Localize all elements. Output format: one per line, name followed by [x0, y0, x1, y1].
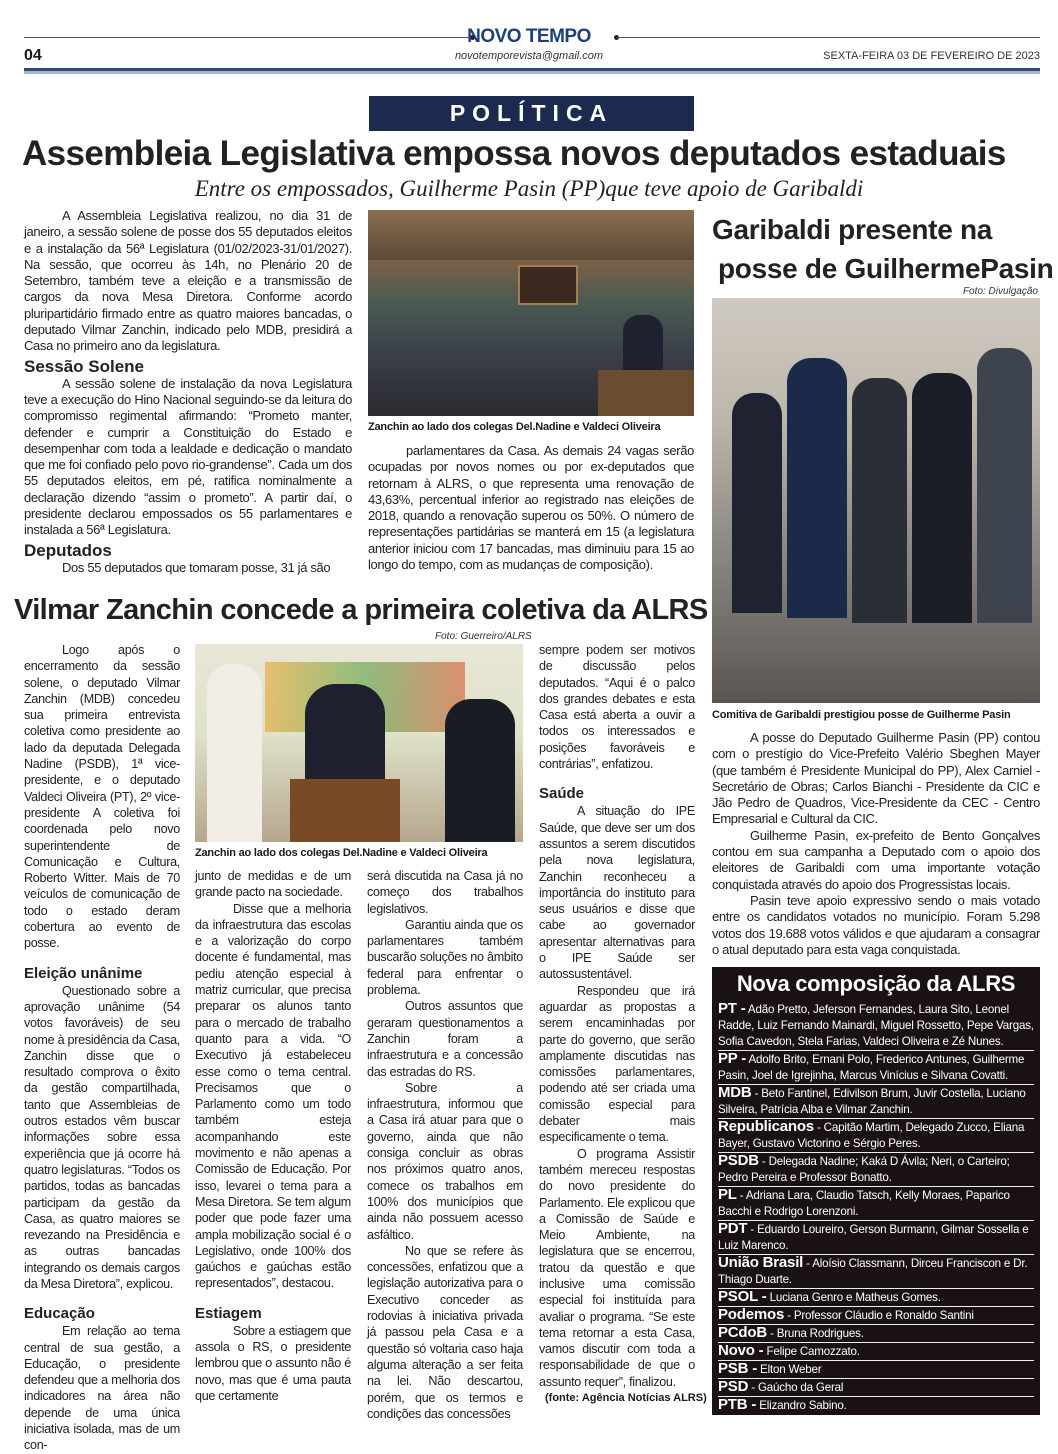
party-entry: [718, 1397, 1034, 1414]
alrs-composition-box: [712, 967, 1040, 1415]
party-members: - Eduardo Loureiro, Gerson Burmann, Gilmar Sossella e Luiz Marenco.: [718, 1223, 1029, 1252]
paragraph: junto de medidas e de um grande pacto na sociedade.: [195, 869, 351, 900]
party-members: Adão Pretto, Jeferson Fernandes, Laura Sito, Leonel Radde, Luiz Fernando Mainardi, Miguel Rossetto, Pepe Vargas, Sofia Cavedon, Stela Farias, Valdeci Oliveira e Zé Nunes.: [718, 1003, 1034, 1048]
main-subheadline: Entre os empossados, Guilherme Pasin (PP)que teve apoio de Garibaldi: [194, 176, 864, 201]
paragraph: Pasin teve apoio expressivo sendo o mais votado entre os candidatos votados no município. Foram 5.298 votos dos 19.688 votos válidos e que ajudaram a consagrar o atual deputado para esta vaga conquistada.: [712, 892, 1040, 957]
paragraph: Outros assuntos que geraram questionamentos a Zanchin foram a infraestrutura e a concessão das estradas do RS.: [367, 999, 523, 1079]
paragraph: A situação do IPE Saúde, que deve ser um dos assuntos a serem discutidos pela nova legislatura, Zanchin reconheceu a importância do instituto para seus usuários e disse que cabe ao governador apresentar alternativas para o IPE Saúde ser autossustentável.: [539, 804, 695, 982]
party-name: União Brasil: [718, 1254, 804, 1271]
party-members: - Aloísio Classmann, Dirceu Franciscon e Dr. Thiago Duarte.: [718, 1257, 1028, 1286]
composition-box-title: Nova composição da ALRS: [736, 971, 1016, 996]
garibaldi-headline-line-1: Garibaldi presente na: [712, 214, 993, 245]
party-name: Novo -: [718, 1342, 764, 1359]
paragraph: No que se refere às concessões, enfatizou que a legislação autorizativa para o Executivo conceder as rodovias à iniciativa privada já passou pela Casa e a questão só voltaria caso haja alguma alteração a ser feita na lei. Não descartou, porém, que os termos e condições das concessões: [367, 1243, 523, 1421]
party-entry: [718, 1119, 1034, 1153]
party-members: - Adriana Lara, Claudio Tatsch, Kelly Moraes, Paparico Bacchi e Rodrigo Lorenzoni.: [718, 1189, 1010, 1218]
party-name: PSDB: [718, 1152, 759, 1169]
subheading: Deputados: [24, 540, 112, 560]
party-name: PT -: [718, 1000, 746, 1017]
news-source: (fonte: Agência Notícias ALRS): [545, 1392, 707, 1404]
zanchin-photo-caption: Zanchin ao lado dos colegas Del.Nadine e Valdeci Oliveira: [195, 847, 488, 859]
main-story-column-2: [368, 443, 694, 579]
subheading: Saúde: [539, 785, 585, 803]
party-entry: [718, 1289, 1034, 1307]
party-entry: [718, 1001, 1034, 1051]
paragraph: Disse que a melhoria da infraestrutura das escolas e a valorização do corpo docente é fundamental, mas pediu atenção especial à matriz curricular, que precisa preparar os alunos tanto para o mercado de trabalho quanto para a vida. “O Executivo já estabeleceu esse como o tema central. Precisamos que o Parlamento como um todo também esteja acompanhando este movimento e não apenas a Comissão de Educação. Por isso, levarei o tema para a Mesa Diretora. Se tem algum poder que pode fazer uma ampla mobilização social é o Legislativo, onde 100% dos gaúchos e gaúchas estão representados”, destacou.: [195, 901, 351, 1291]
party-entry: [718, 1361, 1034, 1379]
main-photo-caption: Zanchin ao lado dos colegas Del.Nadine e Valdeci Oliveira: [368, 421, 661, 433]
paragraph: parlamentares da Casa. As demais 24 vagas serão ocupadas por novos nomes ou por ex-deputados que retornam à ALRS, o que representa uma renovação de 43,63%, percentual inferior ao registrado nas eleições de 2018, quando a renovação superou os 50%. O número de representações partidárias se manterá em 15 (a legislatura anterior iniciou com 17 bancadas, mas diminuiu para 15 ao longo do tempo, com as mudanças de composição).: [368, 443, 694, 573]
party-entry: [718, 1379, 1034, 1397]
zanchin-column-2: [195, 868, 351, 1410]
zanchin-column-1: [24, 642, 180, 1453]
party-members: - Gaúcho da Geral: [748, 1381, 844, 1394]
party-members: Felipe Camozzato.: [763, 1345, 860, 1358]
party-members: - Delegada Nadine; Kaká D Ávila; Neri, o Carteiro; Pedro Pereira e Professor Bonatto.: [718, 1155, 1010, 1184]
zanchin-column-4: [539, 642, 695, 1389]
paragraph: Garantiu ainda que os parlamentares também buscarão soluções no âmbito federal para enfrentar o problema.: [367, 917, 523, 998]
subheading: Estiagem: [195, 1304, 262, 1322]
party-entry: [718, 1051, 1034, 1085]
subheading: Eleição unânime: [24, 964, 143, 982]
party-name: MDB: [718, 1084, 752, 1101]
party-members: Elizandro Sabino.: [756, 1399, 847, 1412]
party-name: PL: [718, 1186, 737, 1203]
party-entry: [718, 1343, 1034, 1361]
party-entry: [718, 1325, 1034, 1343]
paragraph: A Assembleia Legislativa realizou, no dia 31 de janeiro, a sessão solene de posse dos 55 deputados eleitos e a instalação da 56ª Legislatura (01/02/2023-31/01/2027). Na sessão, que ocorreu às 14h, no Plenário 20 de Setembro, também teve a eleição e a transmissão de cargos da nova Mesa Diretora. Conforme acordo pluripartidário firmado entre as quatro maiores bancadas, o deputado Vilmar Zanchin, indicado pelo MDB, presidirá a Casa no primeiro ano da legislatura.: [24, 208, 352, 354]
party-members: - Bruna Rodrigues.: [767, 1327, 864, 1340]
party-members: - Capitão Martim, Delegado Zucco, Eliana Bayer, Gustavo Victorino e Sérgio Peres.: [718, 1121, 1025, 1150]
party-name: PCdoB: [718, 1324, 767, 1341]
press-conference-photo: [195, 644, 523, 842]
paragraph: Questionado sobre a aprovação unânime (54 votos favoráveis) de seu nome à presidência da Casa, Zanchin disse que o resultado comprova o êxito da gestão compartilhada, tanto que Assembleias de outros estados vêm buscar informações sobre essa experiência que já ocorre há quatro legislaturas. “Todos os partidos, todas as bancadas participam da gestão da Casa, as quatro maiores se revezando na Presidência e as outras bancadas integrando os demais cargos da Mesa Diretora”, explicou.: [24, 983, 180, 1291]
party-members: Adolfo Brito, Ernani Polo, Frederico Antunes, Guilherme Pasin, Joel de Igrejinha, Marcus Vinícius e Silvana Covatti.: [718, 1053, 1025, 1082]
contact-email[interactable]: novotemporevista@gmail.com: [454, 50, 604, 62]
zanchin-column-3: [367, 868, 523, 1421]
page-number: 04: [24, 47, 42, 64]
plenary-session-photo: [368, 210, 694, 416]
section-label: POLÍTICA: [369, 96, 694, 131]
garibaldi-photo-credit: Foto: Divulgação: [962, 286, 1038, 297]
party-name: PTB -: [718, 1396, 757, 1413]
party-entry: [718, 1255, 1034, 1289]
party-entry: [718, 1187, 1034, 1221]
paragraph: A posse do Deputado Guilherme Pasin (PP) contou com o prestígio do Vice-Prefeito Valério Sbeghen Mayer (que também é Presidente Municipal do PP), Alex Carniel - Secretário de Obras; Carlos Bianchi - Presidente da CIC e Jão Pedro de Quadros, Vice-Presidente da CEC - Centro Empresarial e Cultural da CIC.: [712, 730, 1040, 827]
party-members: - Beto Fantinel, Edivilson Brum, Juvir Costella, Luciano Silveira, Patrícia Alba e Vilmar Zanchin.: [718, 1087, 1026, 1116]
paragraph: Guilherme Pasin, ex-prefeito de Bento Gonçalves contou em sua campanha a Deputado com o apoio dos eleitores de Garibaldi com uma importante votação conquistada através do apoio dos Progressistas locais.: [712, 827, 1040, 892]
garibaldi-story-body: [712, 730, 1040, 960]
paragraph: Sobre a estiagem que assola o RS, o presidente lembrou que o assunto não é novo, mas que é uma pauta que certamente: [195, 1323, 351, 1403]
subheading: Educação: [24, 1305, 95, 1323]
paragraph: A sessão solene de instalação da nova Legislatura teve a execução do Hino Nacional seguindo-se da leitura do compromisso regimental afirmando: “Prometo manter, defender e cumprir a Constituição do Estado e desempenhar com toda a lealdade e dedicação o mandato que me foi confiado pelo povo rio-grandense”. Cada um dos 55 deputados eleitos, em pé, ratifica nominalmente a declaração dizendo “assim o prometo”. A partir daí, o presidente declarou empossados os 55 parlamentares e instalada a 56ª Legislatura.: [24, 375, 352, 538]
main-story-column-1: [24, 208, 352, 580]
paragraph: Respondeu que irá aguardar as propostas a serem encaminhadas por parte do governo, que serão amplamente discutidas nas comissões parlamentares, podendo até ser criada uma comissão especial para debater mais especificamente o tema.: [539, 983, 695, 1145]
paragraph: será discutida na Casa já no começo dos trabalhos legislativos.: [367, 869, 523, 916]
paragraph: sempre podem ser motivos de discussão pelos deputados. “Aqui é o palco dos grandes debates e esta Casa está aberta a ouvir a todos os interessados e posições favoráveis e contrárias”, enfatizou.: [539, 643, 695, 772]
party-list: [718, 1001, 1034, 1414]
party-entry: [718, 1221, 1034, 1255]
issue-date: SEXTA-FEIRA 03 DE FEVEREIRO DE 2023: [823, 50, 1040, 62]
header-rule-shadow: [24, 71, 1040, 74]
paragraph: Dos 55 deputados que tomaram posse, 31 já são: [62, 559, 331, 575]
garibaldi-photo-caption: Comitiva de Garibaldi prestigiou posse de Guilherme Pasin: [712, 709, 1011, 721]
party-entry: [718, 1307, 1034, 1325]
party-name: Republicanos: [718, 1118, 814, 1135]
main-headline: Assembleia Legislativa empossa novos deputados estaduais: [22, 134, 1006, 173]
party-name: PP -: [718, 1050, 747, 1067]
garibaldi-headline-line-2: posse de GuilhermePasin: [718, 253, 1054, 284]
paragraph: O programa Assistir também mereceu respostas do novo presidente do Parlamento. Ele explicou que a Comissão de Saúde e Meio Ambiente, na legislatura que se encerrou, tratou da questão e que inclusive uma comissão especial foi instituída para avaliar o programa. “Se este tema retornar a esta Casa, vamos discutir com toda a responsabilidade de que o assunto requer”, finalizou.: [539, 1146, 695, 1389]
party-entry: [718, 1153, 1034, 1187]
party-name: PSOL -: [718, 1288, 767, 1305]
subheading: Sessão Solene: [24, 356, 145, 376]
garibaldi-delegation-photo: [712, 298, 1040, 703]
paragraph: Sobre a infraestrutura, informou que a Casa irá atuar para que o governo, ainda que não consiga concluir as obras nos próximos quatro anos, comece os trabalhos em 100% dos municípios que ainda não possuem acesso asfáltico.: [367, 1080, 523, 1242]
paragraph: Logo após o encerramento da sessão solene, o deputado Vilmar Zanchin (MDB) concedeu sua primeira entrevista coletiva como presidente ao lado da deputada Delegada Nadine (PSDB), 1ª vice-presidente, e o deputado Valdeci Oliveira (PT), 2º vice-presidente A coletiva foi coordenada pelo novo superintendente de Comunicação e Cultura, Roberto Witter. Mais de 70 veículos de comunicação de todo o estado deram cobertura ao evento de posse.: [24, 643, 180, 951]
party-members: - Professor Cláudio e Ronaldo Santini: [784, 1309, 974, 1322]
party-name: Podemos: [718, 1306, 785, 1323]
zanchin-headline: Vilmar Zanchin concede a primeira coletiva da ALRS: [14, 594, 708, 626]
paragraph: Em relação ao tema central de sua gestão, a Educação, o presidente defendeu que a melhoria dos indicadores na área não depende de uma única iniciativa isolada, mas de um con-: [24, 1324, 180, 1453]
party-members: Elton Weber: [757, 1363, 822, 1376]
party-name: PSD: [718, 1378, 749, 1395]
party-entry: [718, 1085, 1034, 1119]
newspaper-name: NOVO TEMPO: [467, 26, 591, 47]
party-name: PDT: [718, 1220, 748, 1237]
zanchin-photo-credit: Foto: Guerreiro/ALRS: [435, 631, 532, 642]
party-members: Luciana Genro e Matheus Gomes.: [766, 1291, 941, 1304]
party-name: PSB -: [718, 1360, 758, 1377]
